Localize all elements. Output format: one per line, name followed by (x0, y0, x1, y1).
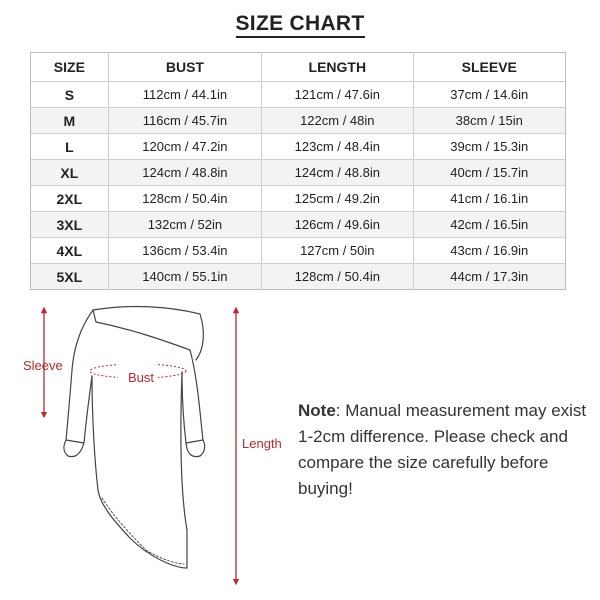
length-cell: 128cm / 50.4in (262, 264, 413, 289)
bust-cell: 112cm / 44.1in (109, 82, 262, 108)
measurement-note (298, 398, 588, 502)
size-cell: XL (31, 160, 109, 186)
length-cell: 126cm / 49.6in (262, 212, 413, 238)
header-sleeve: SLEEVE (414, 53, 565, 82)
bust-cell: 136cm / 53.4in (109, 238, 262, 264)
table-row (31, 264, 565, 289)
sleeve-label: Sleeve (23, 358, 63, 373)
bust-label: Bust (128, 370, 155, 385)
size-cell: 4XL (31, 238, 109, 264)
bust-cell: 140cm / 55.1in (109, 264, 262, 289)
table-row (31, 186, 565, 212)
size-cell: 3XL (31, 212, 109, 238)
sleeve-cell: 41cm / 16.1in (414, 186, 565, 212)
length-cell: 123cm / 48.4in (262, 134, 413, 160)
header-bust: BUST (109, 53, 262, 82)
sleeve-cell: 43cm / 16.9in (414, 238, 565, 264)
length-cell: 127cm / 50in (262, 238, 413, 264)
table-row (31, 238, 565, 264)
length-cell: 122cm / 48in (262, 108, 413, 134)
sleeve-cell: 38cm / 15in (414, 108, 565, 134)
header-size: SIZE (31, 53, 109, 82)
sleeve-cell: 37cm / 14.6in (414, 82, 565, 108)
bust-cell: 132cm / 52in (109, 212, 262, 238)
size-cell: M (31, 108, 109, 134)
table-row (31, 134, 565, 160)
length-cell: 124cm / 48.8in (262, 160, 413, 186)
bust-cell: 116cm / 45.7in (109, 108, 262, 134)
header-length: LENGTH (262, 53, 413, 82)
note-label: Note (298, 401, 336, 420)
sleeve-cell: 40cm / 15.7in (414, 160, 565, 186)
table-row (31, 82, 565, 108)
note-text: : Manual measurement may exist 1-2cm difference. Please check and compare the size carefully before buying! (298, 401, 587, 498)
size-cell: 5XL (31, 264, 109, 289)
length-cell: 121cm / 47.6in (262, 82, 413, 108)
garment-diagram (0, 300, 300, 600)
length-label: Length (242, 436, 282, 451)
table-row (31, 108, 565, 134)
table-header-row (31, 53, 565, 82)
table-row (31, 160, 565, 186)
sleeve-cell: 39cm / 15.3in (414, 134, 565, 160)
table-row (31, 212, 565, 238)
size-chart-table (30, 52, 566, 290)
bust-cell: 124cm / 48.8in (109, 160, 262, 186)
size-cell: 2XL (31, 186, 109, 212)
page-title: SIZE CHART (0, 12, 600, 36)
sleeve-cell: 44cm / 17.3in (414, 264, 565, 289)
bust-cell: 128cm / 50.4in (109, 186, 262, 212)
dress-outline (64, 307, 205, 568)
size-cell: S (31, 82, 109, 108)
sleeve-cell: 42cm / 16.5in (414, 212, 565, 238)
size-cell: L (31, 134, 109, 160)
length-cell: 125cm / 49.2in (262, 186, 413, 212)
bust-cell: 120cm / 47.2in (109, 134, 262, 160)
